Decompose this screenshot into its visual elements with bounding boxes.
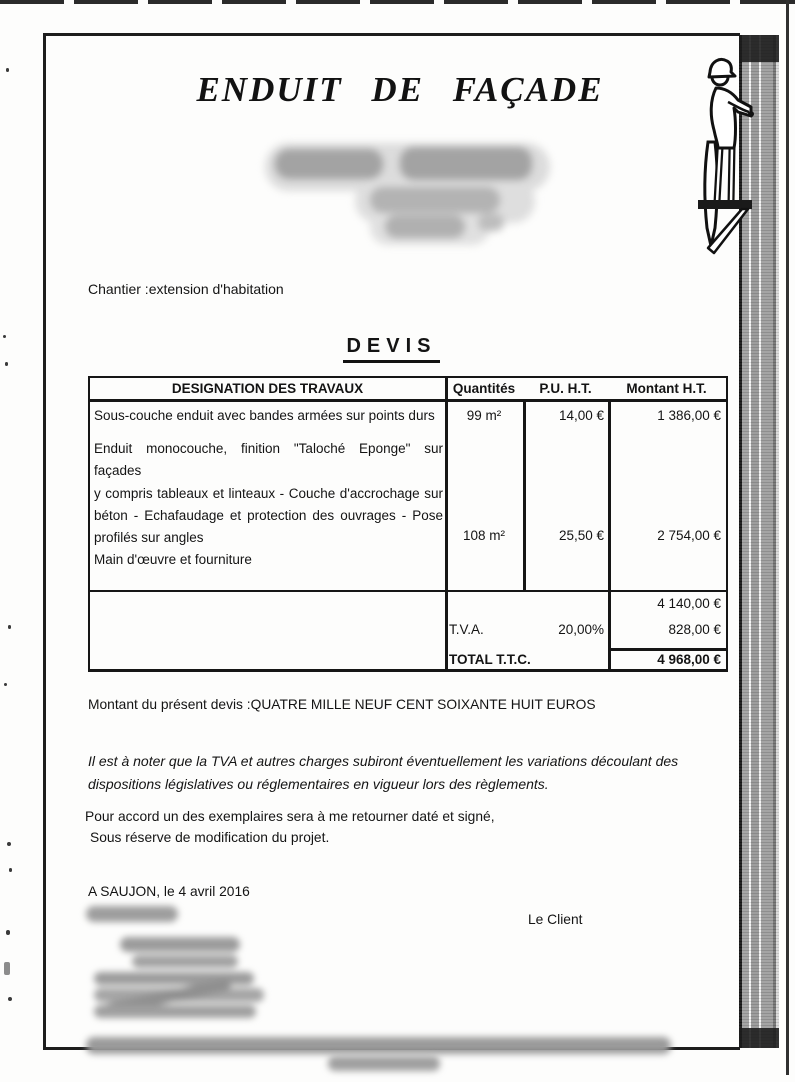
redacted-footer-contact bbox=[86, 1037, 671, 1054]
scan-speck bbox=[3, 335, 6, 338]
row2-unit-price: 25,50 € bbox=[558, 528, 604, 543]
devis-table bbox=[88, 376, 728, 672]
legal-note-line: dispositions législatives ou réglementaires en vigueur lors des règlements. bbox=[88, 776, 549, 792]
document-title: ENDUIT DE FAÇADE bbox=[196, 70, 604, 109]
redacted-issuer-name bbox=[86, 906, 178, 922]
legal-note bbox=[88, 750, 728, 796]
total-ttc-amount: 4 968,00 € bbox=[657, 652, 721, 667]
row2-designation-line: y compris tableaux et linteaux - Couche d'accrochage sur bbox=[94, 485, 443, 501]
devis-heading-wrap bbox=[43, 335, 740, 363]
legal-note-line: Il est à noter que la TVA et autres charges subiront éventuellement les variations découlant des bbox=[88, 753, 679, 769]
table-grid-line bbox=[445, 402, 448, 590]
table-grid-line bbox=[90, 590, 726, 593]
redacted-company-info bbox=[260, 135, 560, 250]
scan-artifact-top-edge bbox=[0, 0, 795, 4]
scan-speck bbox=[9, 868, 12, 872]
chantier-line: Chantier :extension d'habitation bbox=[88, 281, 284, 297]
tva-amount: 828,00 € bbox=[668, 622, 721, 637]
scan-speck bbox=[7, 842, 11, 846]
table-grid-line bbox=[608, 402, 611, 590]
row1-designation: Sous-couche enduit avec bandes armées sur points durs bbox=[94, 408, 435, 423]
client-label: Le Client bbox=[528, 912, 583, 927]
total-separator-line bbox=[608, 648, 726, 651]
accord-line: Pour accord un des exemplaires sera à me retourner daté et signé, bbox=[85, 809, 495, 824]
scan-speck bbox=[4, 683, 7, 686]
table-grid-line bbox=[445, 592, 448, 669]
scan-artifact-right-edge bbox=[786, 0, 789, 1075]
row1-unit-price: 14,00 € bbox=[558, 408, 604, 423]
redacted-signature-stamp bbox=[88, 933, 328, 1028]
table-grid-line bbox=[523, 402, 526, 590]
col-header-designation: DESIGNATION DES TRAVAUX bbox=[171, 381, 364, 396]
striped-column-cap-bottom bbox=[739, 1028, 779, 1048]
table-grid-line bbox=[445, 378, 448, 402]
place-date-line: A SAUJON, le 4 avril 2016 bbox=[88, 884, 250, 899]
reserve-line: Sous réserve de modification du projet. bbox=[90, 830, 330, 845]
row1-amount: 1 386,00 € bbox=[657, 408, 721, 423]
row1-quantity: 99 m² bbox=[466, 408, 502, 423]
amount-in-words: Montant du présent devis :QUATRE MILLE NEUF CENT SOIXANTE HUIT EUROS bbox=[88, 697, 596, 712]
col-header-pu: P.U. H.T. bbox=[539, 381, 592, 396]
table-grid-line bbox=[90, 399, 726, 402]
row2-amount: 2 754,00 € bbox=[657, 528, 721, 543]
row2-designation-line: béton - Echafaudage et protection des ouvrages - Pose bbox=[94, 507, 443, 523]
scan-speck bbox=[6, 68, 9, 72]
scan-smudge bbox=[4, 962, 10, 975]
tva-rate: 20,00% bbox=[558, 622, 604, 637]
redacted-footer-line2 bbox=[328, 1056, 440, 1071]
row2-designation-line: profilés sur angles bbox=[94, 530, 204, 546]
scan-speck bbox=[6, 930, 10, 935]
row2-designation-line: Enduit monocouche, finition "Taloché Eponge" sur façades bbox=[94, 441, 443, 479]
col-header-montant: Montant H.T. bbox=[626, 381, 707, 396]
scan-speck bbox=[8, 997, 12, 1001]
devis-heading: DEVIS bbox=[343, 335, 439, 363]
scan-speck bbox=[5, 362, 8, 366]
row2-designation bbox=[94, 438, 443, 572]
scan-speck bbox=[8, 625, 11, 629]
total-ttc-label: TOTAL T.T.C. bbox=[449, 652, 531, 667]
subtotal-ht-value: 4 140,00 € bbox=[657, 596, 721, 611]
row2-quantity: 108 m² bbox=[462, 528, 506, 543]
tva-label: T.V.A. bbox=[449, 622, 484, 637]
row2-designation-line: Main d'œuvre et fourniture bbox=[94, 552, 252, 568]
col-header-quantites: Quantités bbox=[452, 381, 516, 396]
